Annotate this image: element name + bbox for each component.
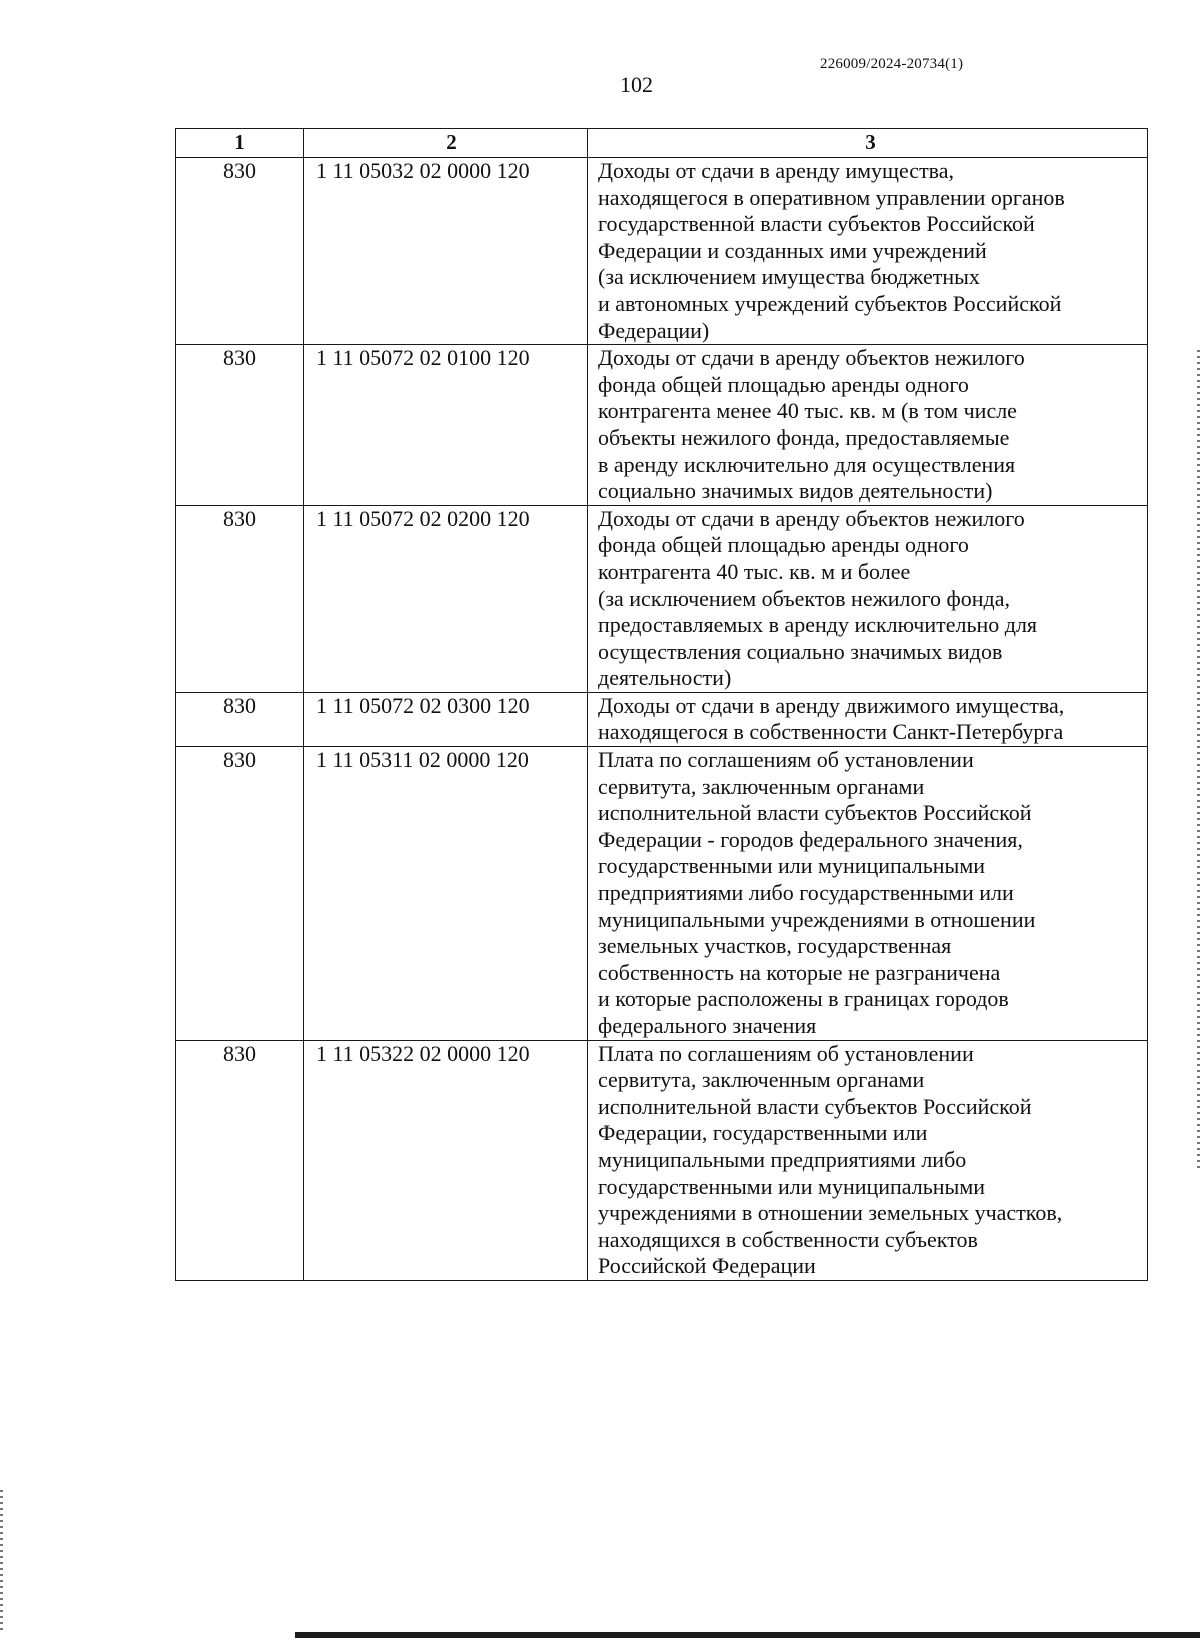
column-header-3: 3 [588, 129, 1148, 158]
description-line: предприятиями либо государственными или [598, 880, 1014, 906]
description-line: (за исключением объектов нежилого фонда, [598, 585, 1010, 611]
page-number: 102 [620, 72, 653, 97]
description-line: муниципальными учреждениями в отношении [598, 906, 1036, 932]
description-line: осуществления социально значимых видов [598, 638, 1003, 664]
description-line: Доходы от сдачи в аренду движимого имущества, [598, 692, 1065, 718]
description-line: фонда общей площадью аренды одного [598, 532, 969, 558]
budget-classification-code-cell: 1 11 05072 02 0300 120 [304, 692, 588, 746]
description-line: Доходы от сдачи в аренду объектов нежилого [598, 345, 1025, 371]
description-line: Федерации - городов федерального значения, [598, 826, 1023, 852]
description-line: и которые расположены в границах городов [598, 986, 1009, 1012]
revenue-codes-table [175, 128, 1148, 1281]
administrator-code-cell: 830 [176, 158, 304, 345]
description-line: Федерации) [598, 317, 710, 343]
document-id: 226009/2024-20734(1) [820, 56, 964, 72]
description-line: контрагента 40 тыс. кв. м и более [598, 558, 911, 584]
description-line: федерального значения [598, 1013, 817, 1038]
budget-classification-code-cell: 1 11 05322 02 0000 120 [304, 1040, 588, 1280]
description-line: Плата по соглашениям об установлении [598, 1040, 974, 1066]
administrator-code-cell: 830 [176, 505, 304, 692]
description-line: находящегося в оперативном управлении органов [598, 184, 1065, 210]
description-line: контрагента менее 40 тыс. кв. м (в том числе [598, 398, 1017, 424]
budget-classification-code-cell: 1 11 05072 02 0200 120 [304, 505, 588, 692]
description-line: Федерации, государственными или [598, 1120, 928, 1146]
description-line: Доходы от сдачи в аренду имущества, [598, 158, 955, 183]
revenue-description-cell [588, 747, 1148, 1041]
description-line: государственными или муниципальными [598, 853, 986, 879]
description-line: в аренду исключительно для осуществления [598, 451, 1016, 477]
description-line: находящихся в собственности субъектов [598, 1226, 978, 1252]
description-line: Плата по соглашениям об установлении [598, 747, 974, 773]
table-row [176, 505, 1148, 692]
administrator-code-cell: 830 [176, 747, 304, 1041]
description-line: исполнительной власти субъектов Российской [598, 1093, 1032, 1119]
budget-classification-code-cell: 1 11 05311 02 0000 120 [304, 747, 588, 1041]
column-header-1: 1 [176, 129, 304, 158]
description-line: и автономных учреждений субъектов Российской [598, 290, 1062, 316]
budget-classification-code-cell: 1 11 05072 02 0100 120 [304, 345, 588, 506]
scan-edge-mark-left [0, 1490, 3, 1630]
description-line: государственной власти субъектов Российской [598, 211, 1035, 237]
description-line: Российской Федерации [598, 1253, 816, 1279]
administrator-code-cell: 830 [176, 692, 304, 746]
table-row [176, 1040, 1148, 1280]
description-line: учреждениями в отношении земельных участков, [598, 1200, 1063, 1226]
table-row [176, 747, 1148, 1041]
administrator-code-cell: 830 [176, 1040, 304, 1280]
description-line: (за исключением имущества бюджетных [598, 264, 980, 290]
description-line: Доходы от сдачи в аренду объектов нежилого [598, 505, 1025, 531]
revenue-description-cell [588, 505, 1148, 692]
description-line: сервитута, заключенным органами [598, 773, 925, 799]
revenue-description-cell [588, 692, 1148, 746]
description-line: государственными или муниципальными [598, 1173, 986, 1199]
administrator-code-cell: 830 [176, 345, 304, 506]
description-line: предоставляемых в аренду исключительно для [598, 612, 1038, 638]
column-header-2: 2 [304, 129, 588, 158]
description-line: находящегося в собственности Санкт-Петербурга [598, 719, 1064, 745]
description-line: исполнительной власти субъектов Российской [598, 800, 1032, 826]
budget-classification-code-cell: 1 11 05032 02 0000 120 [304, 158, 588, 345]
table-row [176, 692, 1148, 746]
description-line: сервитута, заключенным органами [598, 1067, 925, 1093]
description-line: Федерации и созданных ими учреждений [598, 237, 987, 263]
description-line: собственность на которые не разграничена [598, 959, 1001, 985]
table-body [176, 158, 1148, 1281]
table-row [176, 345, 1148, 506]
description-line: социально значимых видов деятельности) [598, 478, 993, 504]
description-line: деятельности) [598, 665, 732, 691]
revenue-description-cell [588, 1040, 1148, 1280]
description-line: земельных участков, государственная [598, 933, 952, 959]
revenue-description-cell [588, 345, 1148, 506]
description-line: фонда общей площадью аренды одного [598, 371, 969, 397]
table-row [176, 158, 1148, 345]
revenue-description-cell [588, 158, 1148, 345]
description-line: муниципальными предприятиями либо [598, 1146, 967, 1172]
scan-edge-line [295, 1632, 1200, 1638]
table-header-row [176, 129, 1148, 158]
description-line: объекты нежилого фонда, предоставляемые [598, 424, 1010, 450]
